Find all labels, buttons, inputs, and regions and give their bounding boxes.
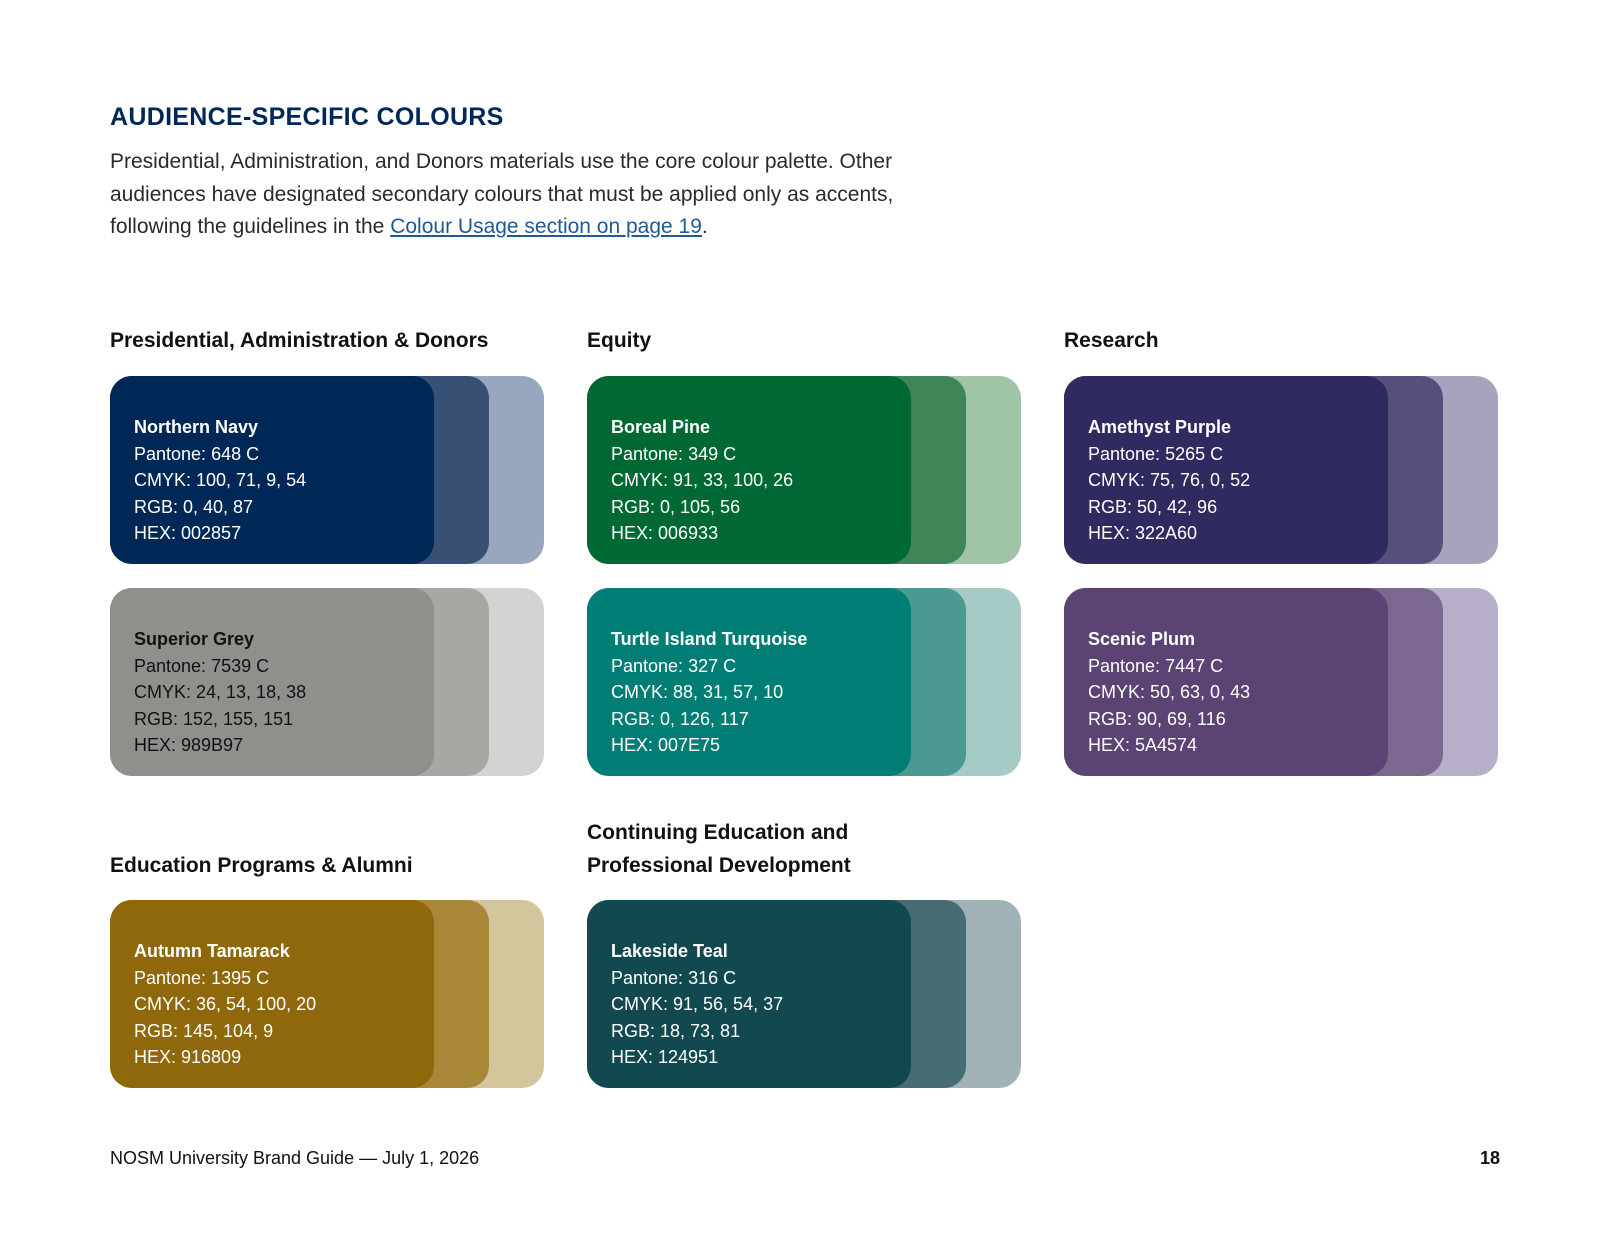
swatch-info [611, 414, 793, 547]
swatch-rgb: RGB: 0, 40, 87 [134, 496, 254, 517]
swatch-hex: HEX: 006933 [611, 523, 719, 543]
swatch-name: Scenic Plum [1088, 629, 1196, 649]
intro-paragraph [110, 146, 930, 244]
page-title: AUDIENCE-SPECIFIC COLOURS [110, 103, 504, 131]
group-heading-equity: Equity [587, 329, 652, 352]
swatch-info [1088, 626, 1250, 759]
group-heading-continuing-education [587, 817, 1027, 882]
swatch-info [1088, 414, 1250, 547]
swatch-hex: HEX: 322A60 [1088, 523, 1198, 543]
swatch-cmyk: CMYK: 50, 63, 0, 43 [1088, 682, 1251, 702]
intro-text: Presidential, Administration, and Donors materials use the core colour palette. Other audiences have designated secondary colours that must be applied only as accents, following the guidelines in the [110, 150, 894, 238]
swatch-boreal-pine [587, 376, 1021, 564]
group-heading-continuing-line1: Continuing Education and [587, 821, 849, 844]
swatch-rgb: RGB: 145, 104, 9 [134, 1020, 274, 1041]
swatch-cmyk: CMYK: 91, 56, 54, 37 [611, 994, 784, 1014]
swatch-pantone: Pantone: 349 C [611, 443, 737, 464]
swatch-pantone: Pantone: 7447 C [1088, 655, 1224, 676]
swatch-rgb: RGB: 0, 126, 117 [611, 708, 749, 729]
swatch-pantone: Pantone: 5265 C [1088, 443, 1224, 464]
swatch-cmyk: CMYK: 24, 13, 18, 38 [134, 682, 307, 702]
swatch-superior-grey [110, 588, 544, 776]
swatch-rgb: RGB: 18, 73, 81 [611, 1020, 741, 1041]
swatch-pantone: Pantone: 316 C [611, 967, 737, 988]
swatch-cmyk: CMYK: 91, 33, 100, 26 [611, 470, 794, 490]
swatch-scenic-plum [1064, 588, 1498, 776]
page-number: 18 [1479, 1148, 1500, 1168]
swatch-amethyst-purple [1064, 376, 1498, 564]
swatch-rgb: RGB: 152, 155, 151 [134, 708, 294, 729]
group-heading-continuing-line2: Professional Development [587, 853, 851, 877]
swatch-northern-navy [110, 376, 544, 564]
swatch-hex: HEX: 124951 [611, 1047, 719, 1067]
swatch-name: Turtle Island Turquoise [611, 629, 808, 649]
swatch-pantone: Pantone: 648 C [134, 443, 260, 464]
swatch-info [611, 626, 807, 759]
swatch-name: Superior Grey [134, 629, 255, 649]
group-heading-presidential: Presidential, Administration & Donors [110, 329, 489, 352]
swatch-turtle-island-turquoise [587, 588, 1021, 776]
intro-end: . [701, 215, 708, 238]
swatch-lakeside-teal [587, 900, 1021, 1088]
swatch-rgb: RGB: 50, 42, 96 [1088, 496, 1218, 517]
colour-usage-link[interactable]: Colour Usage section on page 19 [390, 215, 702, 238]
swatch-rgb: RGB: 0, 105, 56 [611, 496, 741, 517]
swatch-hex: HEX: 989B97 [134, 735, 244, 755]
swatch-hex: HEX: 5A4574 [1088, 735, 1198, 755]
swatch-cmyk: CMYK: 100, 71, 9, 54 [134, 470, 307, 490]
footer-text: NOSM University Brand Guide — July 1, 2026 [110, 1148, 480, 1168]
swatch-info [134, 626, 306, 759]
swatch-info [134, 938, 316, 1071]
swatch-info [611, 938, 783, 1071]
swatch-cmyk: CMYK: 88, 31, 57, 10 [611, 682, 784, 702]
swatch-info [134, 414, 306, 547]
swatch-pantone: Pantone: 327 C [611, 655, 737, 676]
swatch-name: Northern Navy [134, 417, 259, 437]
swatch-pantone: Pantone: 1395 C [134, 967, 270, 988]
group-heading-research: Research [1064, 329, 1159, 352]
swatch-rgb: RGB: 90, 69, 116 [1088, 708, 1226, 729]
swatch-name: Amethyst Purple [1088, 417, 1232, 437]
swatch-cmyk: CMYK: 75, 76, 0, 52 [1088, 470, 1251, 490]
swatch-hex: HEX: 002857 [134, 523, 242, 543]
group-heading-education: Education Programs & Alumni [110, 854, 413, 877]
swatch-name: Lakeside Teal [611, 941, 728, 961]
swatch-name: Boreal Pine [611, 417, 711, 437]
swatch-autumn-tamarack [110, 900, 544, 1088]
swatch-cmyk: CMYK: 36, 54, 100, 20 [134, 994, 317, 1014]
swatch-name: Autumn Tamarack [134, 941, 290, 961]
swatch-hex: HEX: 916809 [134, 1047, 242, 1067]
swatch-pantone: Pantone: 7539 C [134, 655, 270, 676]
swatch-hex: HEX: 007E75 [611, 735, 721, 755]
